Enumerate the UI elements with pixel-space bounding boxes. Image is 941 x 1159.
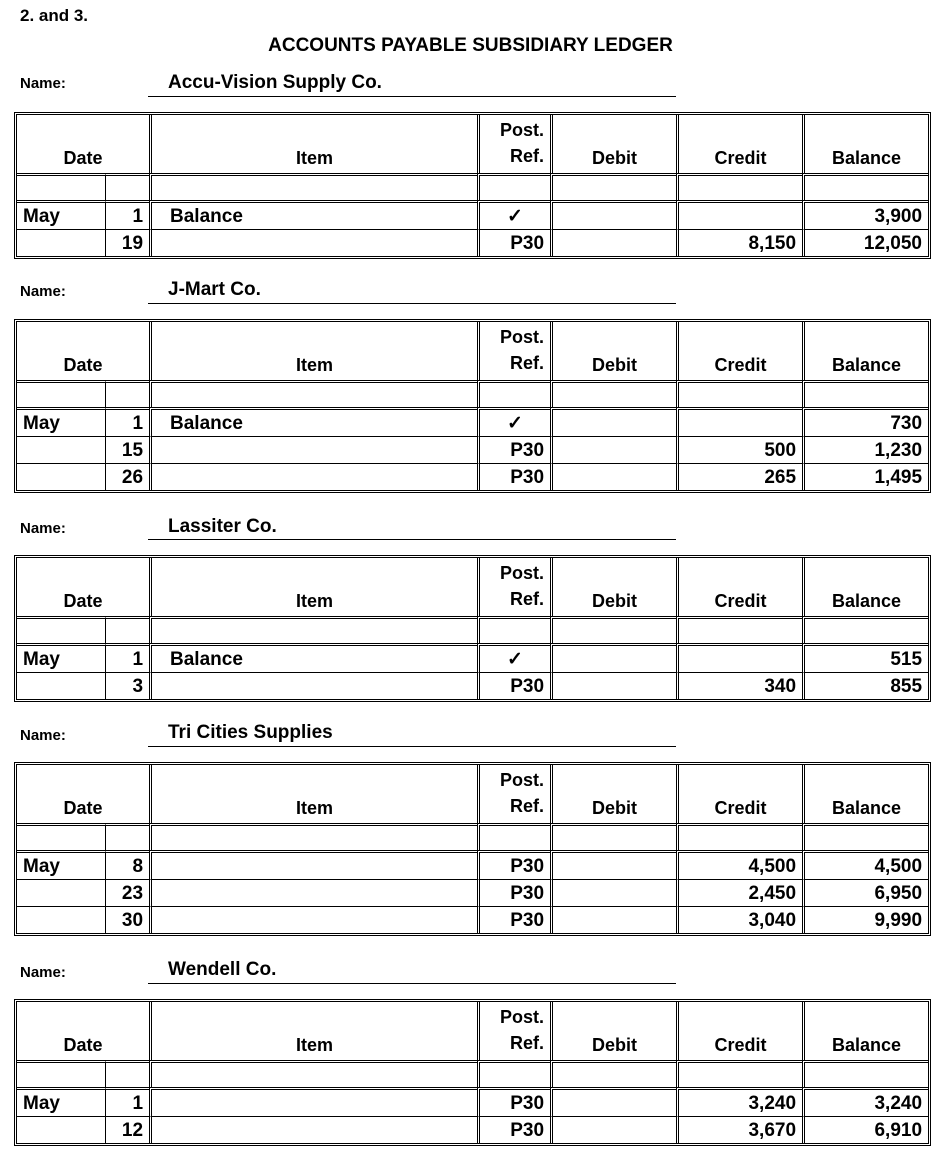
ledger-table	[14, 762, 931, 936]
table-row	[17, 879, 928, 906]
col-header-balance: Balance	[802, 558, 928, 616]
blank-row	[17, 173, 928, 200]
table-row	[17, 643, 928, 672]
date-day: 15	[105, 436, 149, 463]
table-row	[17, 906, 928, 933]
item-cell	[149, 436, 477, 463]
col-header-post: Post.	[500, 327, 545, 347]
balance-cell: 1,230	[802, 436, 928, 463]
col-header-balance: Balance	[802, 1002, 928, 1060]
col-header-date: Date	[63, 798, 103, 818]
name-underline	[148, 303, 676, 304]
post-ref-cell: ✓	[477, 643, 550, 672]
col-header-item: Item	[149, 115, 477, 173]
table-row	[17, 1116, 928, 1143]
credit-cell: 265	[676, 463, 802, 490]
col-header-debit: Debit	[550, 1002, 676, 1060]
col-header-ref: Ref.	[510, 1033, 545, 1053]
credit-cell: 2,450	[676, 879, 802, 906]
date-day: 23	[105, 879, 149, 906]
date-day: 26	[105, 463, 149, 490]
debit-cell	[550, 906, 676, 933]
post-ref-cell: P30	[477, 672, 550, 699]
item-cell	[149, 229, 477, 256]
problem-label: 2. and 3.	[20, 6, 89, 25]
blank-row	[17, 616, 928, 643]
ledger-table	[14, 112, 931, 259]
post-ref-cell: P30	[477, 463, 550, 490]
credit-cell: 4,500	[676, 850, 802, 879]
col-header-ref: Ref.	[510, 353, 545, 373]
date-month: May	[17, 200, 105, 229]
table-row	[17, 436, 928, 463]
col-header-post-ref	[477, 558, 550, 616]
col-header-date: Date	[63, 1035, 103, 1055]
post-ref-cell: P30	[477, 1116, 550, 1143]
date-day: 19	[105, 229, 149, 256]
credit-cell: 340	[676, 672, 802, 699]
col-header-ref: Ref.	[510, 589, 545, 609]
balance-cell: 515	[802, 643, 928, 672]
col-header-date: Date	[63, 591, 103, 611]
col-header-item: Item	[149, 558, 477, 616]
post-ref-cell: ✓	[477, 200, 550, 229]
credit-cell	[676, 200, 802, 229]
table-row	[17, 1087, 928, 1116]
date-day: 1	[105, 643, 149, 672]
item-cell	[149, 850, 477, 879]
debit-cell	[550, 229, 676, 256]
post-ref-cell: P30	[477, 436, 550, 463]
debit-cell	[550, 879, 676, 906]
balance-cell: 9,990	[802, 906, 928, 933]
debit-cell	[550, 200, 676, 229]
account-name: Lassiter Co.	[168, 516, 277, 537]
balance-cell: 6,910	[802, 1116, 928, 1143]
date-month: May	[17, 643, 105, 672]
debit-cell	[550, 1116, 676, 1143]
item-cell	[149, 879, 477, 906]
name-label: Name:	[20, 75, 66, 92]
balance-cell: 12,050	[802, 229, 928, 256]
name-label: Name:	[20, 727, 66, 744]
balance-cell: 855	[802, 672, 928, 699]
table-row	[17, 407, 928, 436]
col-header-post: Post.	[500, 1007, 545, 1027]
col-header-credit: Credit	[676, 322, 802, 380]
date-day: 3	[105, 672, 149, 699]
date-month	[17, 463, 105, 490]
col-header-balance: Balance	[802, 765, 928, 823]
post-ref-cell: P30	[477, 229, 550, 256]
credit-cell: 3,040	[676, 906, 802, 933]
name-underline	[148, 96, 676, 97]
balance-cell: 730	[802, 407, 928, 436]
date-month: May	[17, 850, 105, 879]
credit-cell: 3,670	[676, 1116, 802, 1143]
item-cell: Balance	[149, 643, 477, 672]
col-header-debit: Debit	[550, 322, 676, 380]
date-month	[17, 1116, 105, 1143]
account-name: Tri Cities Supplies	[168, 722, 333, 743]
date-day: 1	[105, 407, 149, 436]
balance-cell: 3,240	[802, 1087, 928, 1116]
name-label: Name:	[20, 283, 66, 300]
date-day: 12	[105, 1116, 149, 1143]
name-underline	[148, 983, 676, 984]
debit-cell	[550, 436, 676, 463]
post-ref-cell: P30	[477, 906, 550, 933]
col-header-item: Item	[149, 1002, 477, 1060]
ledger-table	[14, 999, 931, 1146]
blank-row	[17, 1060, 928, 1087]
item-cell	[149, 906, 477, 933]
date-month	[17, 879, 105, 906]
col-header-balance: Balance	[802, 115, 928, 173]
table-row	[17, 463, 928, 490]
date-day: 8	[105, 850, 149, 879]
date-day: 1	[105, 200, 149, 229]
col-header-post-ref	[477, 765, 550, 823]
col-header-balance: Balance	[802, 322, 928, 380]
debit-cell	[550, 672, 676, 699]
account-name: J-Mart Co.	[168, 279, 261, 300]
name-underline	[148, 539, 676, 540]
account-name: Accu-Vision Supply Co.	[168, 72, 382, 93]
balance-cell: 6,950	[802, 879, 928, 906]
table-row	[17, 672, 928, 699]
credit-cell: 8,150	[676, 229, 802, 256]
date-day: 1	[105, 1087, 149, 1116]
table-row	[17, 850, 928, 879]
item-cell	[149, 1116, 477, 1143]
post-ref-cell: P30	[477, 1087, 550, 1116]
date-month	[17, 906, 105, 933]
col-header-post-ref	[477, 322, 550, 380]
col-header-credit: Credit	[676, 115, 802, 173]
balance-cell: 3,900	[802, 200, 928, 229]
credit-cell: 3,240	[676, 1087, 802, 1116]
post-ref-cell: P30	[477, 850, 550, 879]
item-cell: Balance	[149, 200, 477, 229]
date-month	[17, 229, 105, 256]
ledger-table	[14, 319, 931, 493]
blank-row	[17, 823, 928, 850]
date-month: May	[17, 407, 105, 436]
col-header-debit: Debit	[550, 115, 676, 173]
date-month: May	[17, 1087, 105, 1116]
debit-cell	[550, 1087, 676, 1116]
col-header-debit: Debit	[550, 765, 676, 823]
col-header-item: Item	[149, 322, 477, 380]
blank-row	[17, 380, 928, 407]
credit-cell: 500	[676, 436, 802, 463]
col-header-ref: Ref.	[510, 146, 545, 166]
name-underline	[148, 746, 676, 747]
post-ref-cell: P30	[477, 879, 550, 906]
debit-cell	[550, 850, 676, 879]
col-header-post: Post.	[500, 120, 545, 140]
name-label: Name:	[20, 520, 66, 537]
balance-cell: 1,495	[802, 463, 928, 490]
col-header-item: Item	[149, 765, 477, 823]
credit-cell	[676, 407, 802, 436]
table-row	[17, 229, 928, 256]
credit-cell	[676, 643, 802, 672]
col-header-date: Date	[63, 355, 103, 375]
debit-cell	[550, 643, 676, 672]
date-month	[17, 436, 105, 463]
date-day: 30	[105, 906, 149, 933]
name-label: Name:	[20, 964, 66, 981]
debit-cell	[550, 463, 676, 490]
col-header-post-ref	[477, 1002, 550, 1060]
col-header-post: Post.	[500, 770, 545, 790]
item-cell	[149, 1087, 477, 1116]
col-header-ref: Ref.	[510, 796, 545, 816]
col-header-credit: Credit	[676, 765, 802, 823]
col-header-date: Date	[63, 148, 103, 168]
item-cell	[149, 672, 477, 699]
col-header-credit: Credit	[676, 1002, 802, 1060]
post-ref-cell: ✓	[477, 407, 550, 436]
ledger-table	[14, 555, 931, 702]
debit-cell	[550, 407, 676, 436]
col-header-credit: Credit	[676, 558, 802, 616]
account-name: Wendell Co.	[168, 959, 277, 980]
item-cell: Balance	[149, 407, 477, 436]
col-header-post: Post.	[500, 563, 545, 583]
table-row	[17, 200, 928, 229]
date-month	[17, 672, 105, 699]
item-cell	[149, 463, 477, 490]
balance-cell: 4,500	[802, 850, 928, 879]
page-title: ACCOUNTS PAYABLE SUBSIDIARY LEDGER	[268, 35, 673, 56]
col-header-debit: Debit	[550, 558, 676, 616]
col-header-post-ref	[477, 115, 550, 173]
